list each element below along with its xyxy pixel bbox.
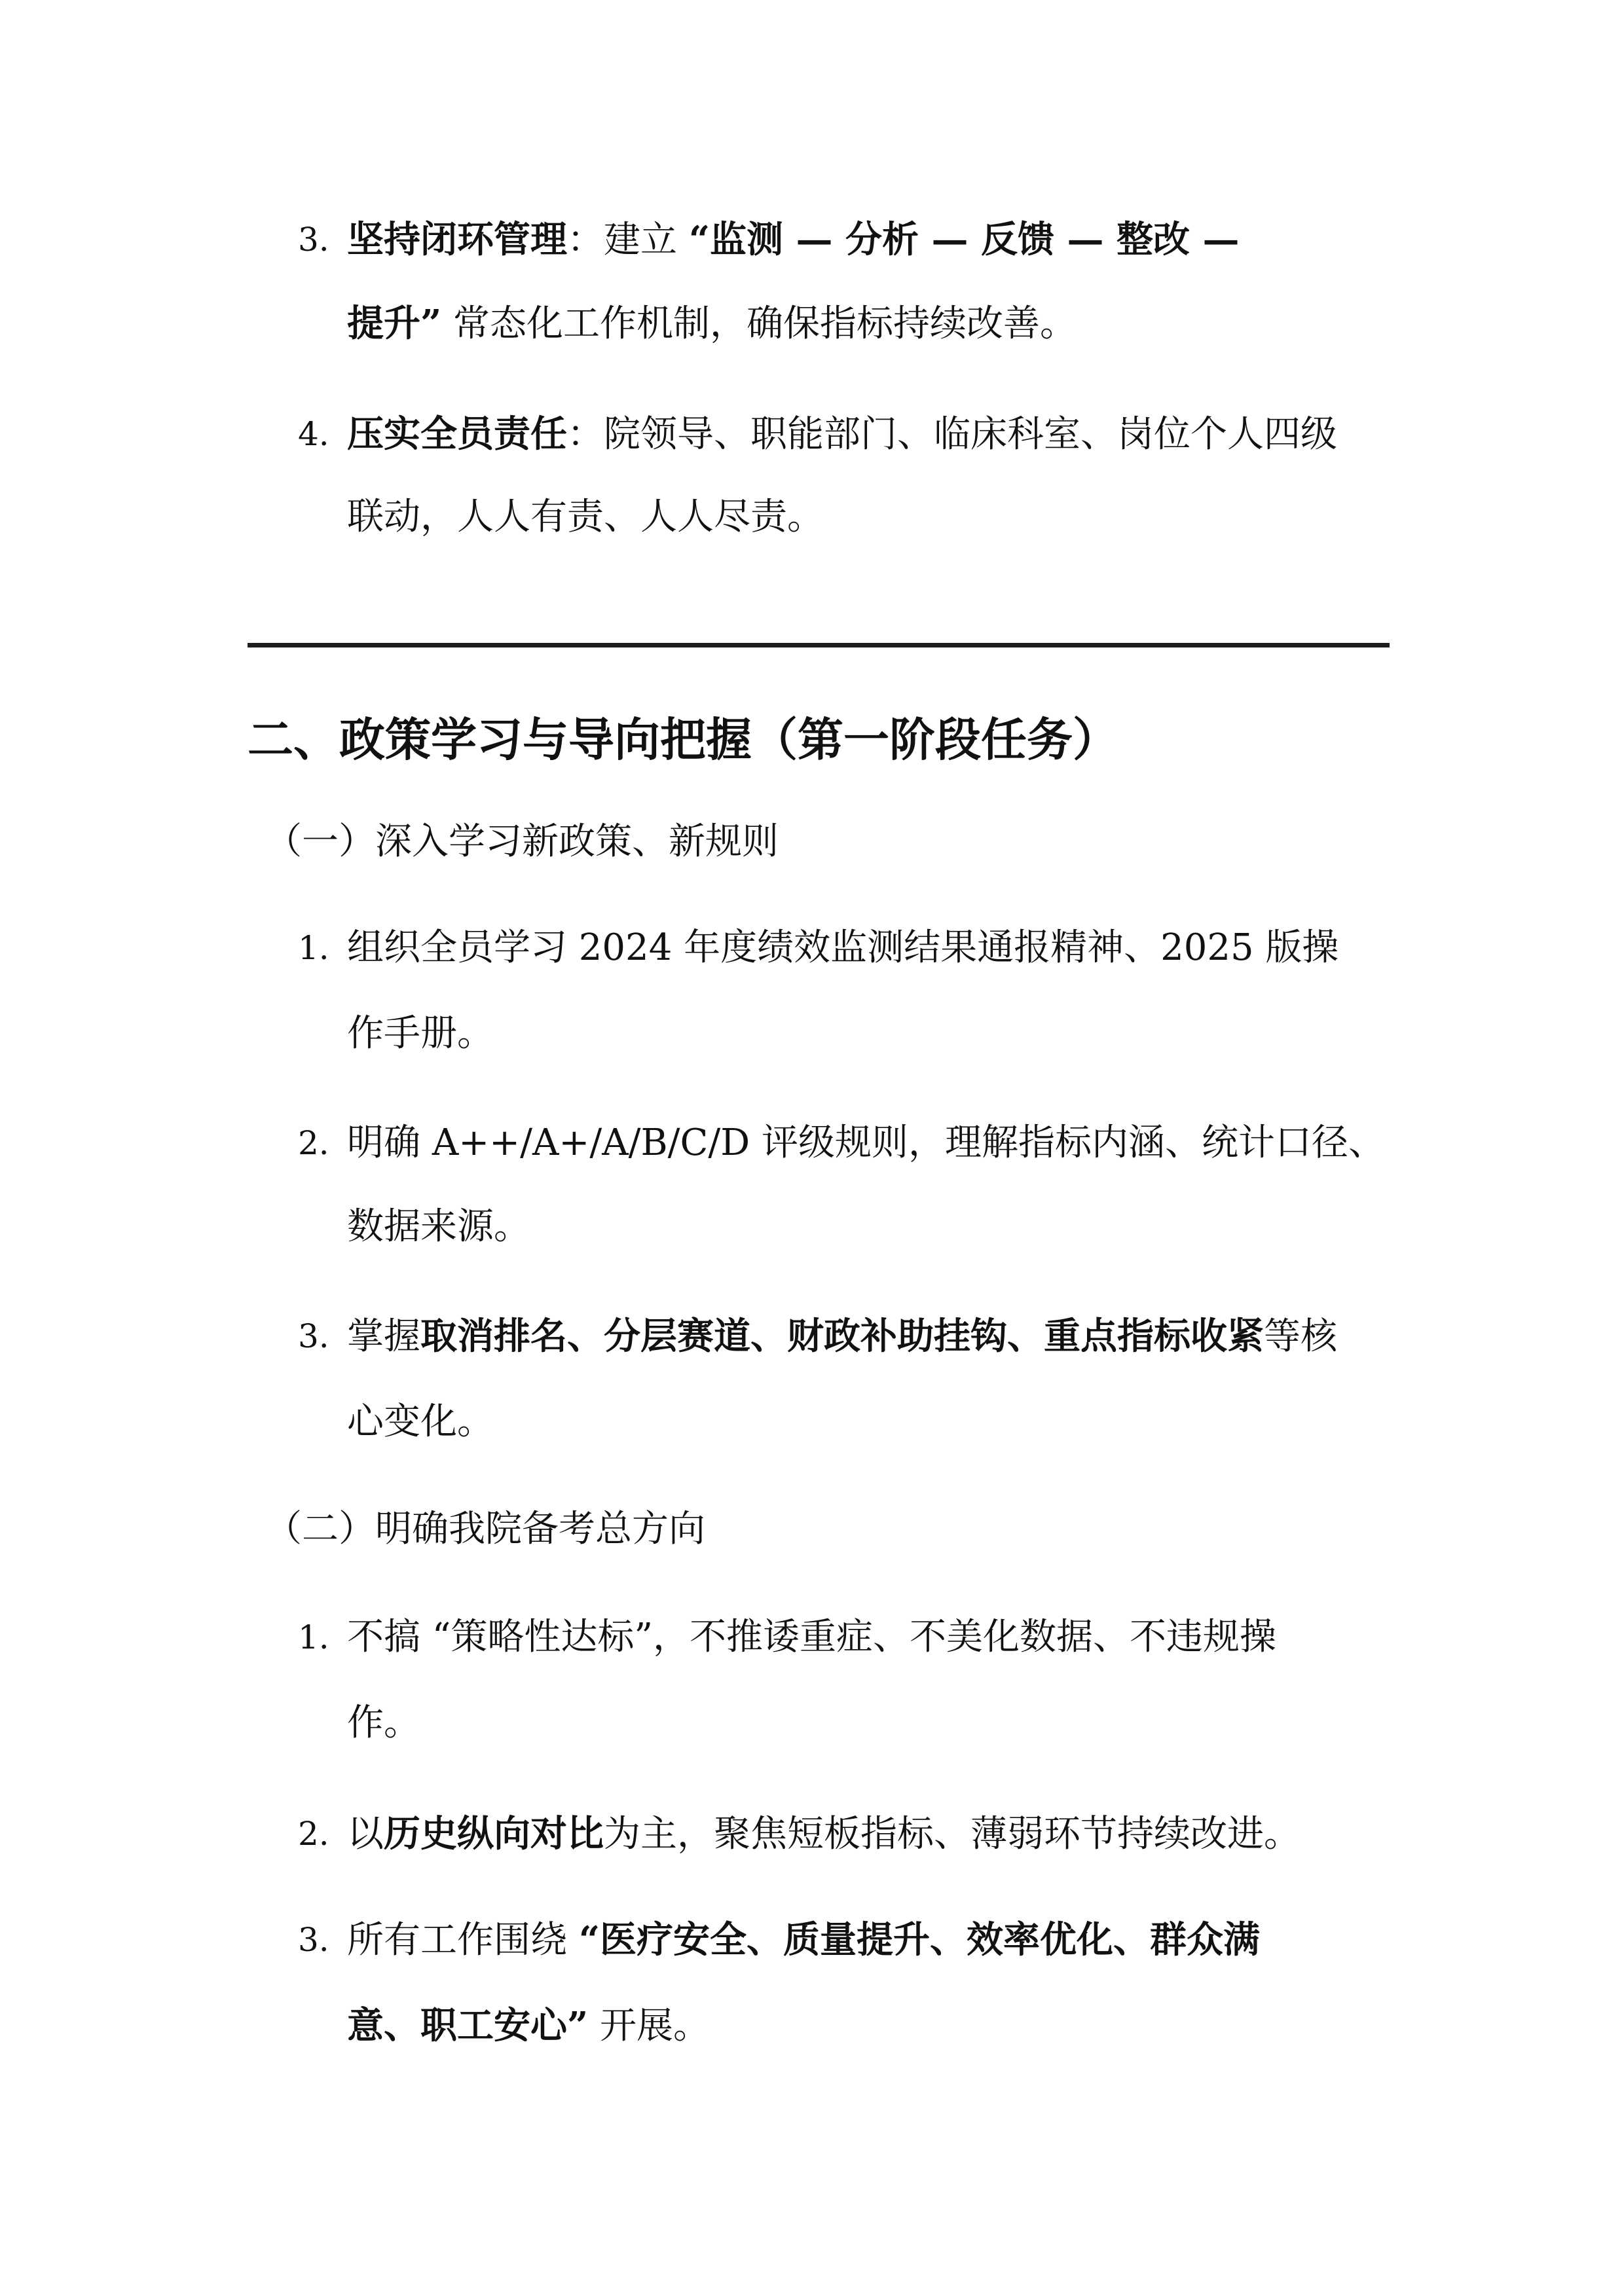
item-bold-quote: 提升” [347, 302, 442, 345]
list-item-responsibility [347, 410, 1337, 458]
list-item-continuation: 作手册。 [347, 1012, 494, 1055]
item-text: ：建立 [567, 219, 689, 261]
item-text: 开展。 [588, 2005, 710, 2047]
list-number: 2. [298, 1124, 329, 1162]
list-number: 1. [298, 1618, 329, 1656]
subsection-heading: （一）深入学习新政策、新规则 [265, 820, 779, 863]
list-number: 1. [298, 929, 329, 967]
item-text: 等核 [1264, 1315, 1337, 1358]
item-text: 明确 [347, 1121, 432, 1164]
item-text: 所有工作围绕 [347, 1919, 579, 1961]
horizontal-divider [248, 643, 1390, 647]
item-bold-text: 历史纵向对比 [384, 1812, 604, 1855]
list-item-continuation: 联动，人人有责、人人尽责。 [347, 496, 824, 538]
list-number: 4. [298, 415, 329, 453]
item-text: 为主，聚焦短板指标、薄弱环节持续改进。 [604, 1813, 1301, 1855]
rating-codes: A++/A+/A/B/C/D [432, 1121, 750, 1164]
item-text: 以 [347, 1813, 384, 1855]
item-text: ：院领导、职能部门、临床科室、岗位个人四级 [567, 413, 1337, 456]
list-item-continuation: 数据来源。 [347, 1205, 530, 1248]
list-number: 3. [298, 221, 329, 259]
list-item [347, 1810, 1301, 1858]
item-text: 掌握 [347, 1315, 420, 1358]
list-item-continuation: 心变化。 [347, 1400, 494, 1443]
list-number: 3. [298, 1921, 329, 1959]
list-item [347, 1916, 1260, 1964]
list-item-continuation: 作。 [347, 1702, 420, 1744]
list-item-continuation [347, 300, 1077, 348]
list-number: 2. [298, 1815, 329, 1853]
item-bold-label: 压实全员责任 [347, 412, 567, 456]
item-text: 常态化工作机制，确保指标持续改善。 [441, 302, 1077, 345]
item-bold-text: “医疗安全、质量提升、效率优化、群众满 [578, 1918, 1261, 1961]
subsection-heading: （二）明确我院备考总方向 [265, 1508, 705, 1550]
item-bold-label: 坚持闭环管理 [347, 218, 567, 261]
item-bold-text: 取消排名、分层赛道、财政补助挂钩、重点指标收紧 [420, 1315, 1264, 1358]
item-bold-text: 意、职工安心” [347, 2004, 589, 2047]
list-item: 组织全员学习 2024 年度绩效监测结果通报精神、2025 版操 [347, 926, 1339, 969]
item-text: 评级规则，理解指标内涵、统计口径、 [750, 1121, 1385, 1164]
list-item: 不搞 “策略性达标”，不推诿重症、不美化数据、不违规操 [347, 1616, 1277, 1658]
list-item-continuation [347, 2002, 710, 2050]
list-item-closed-loop [347, 216, 1240, 264]
section-heading: 二、政策学习与导向把握（第一阶段任务） [248, 712, 1118, 767]
list-number: 3. [298, 1317, 329, 1355]
list-item [347, 1313, 1337, 1360]
item-bold-quote: “监测 — 分析 — 反馈 — 整改 — [688, 218, 1240, 261]
list-item [347, 1120, 1385, 1167]
